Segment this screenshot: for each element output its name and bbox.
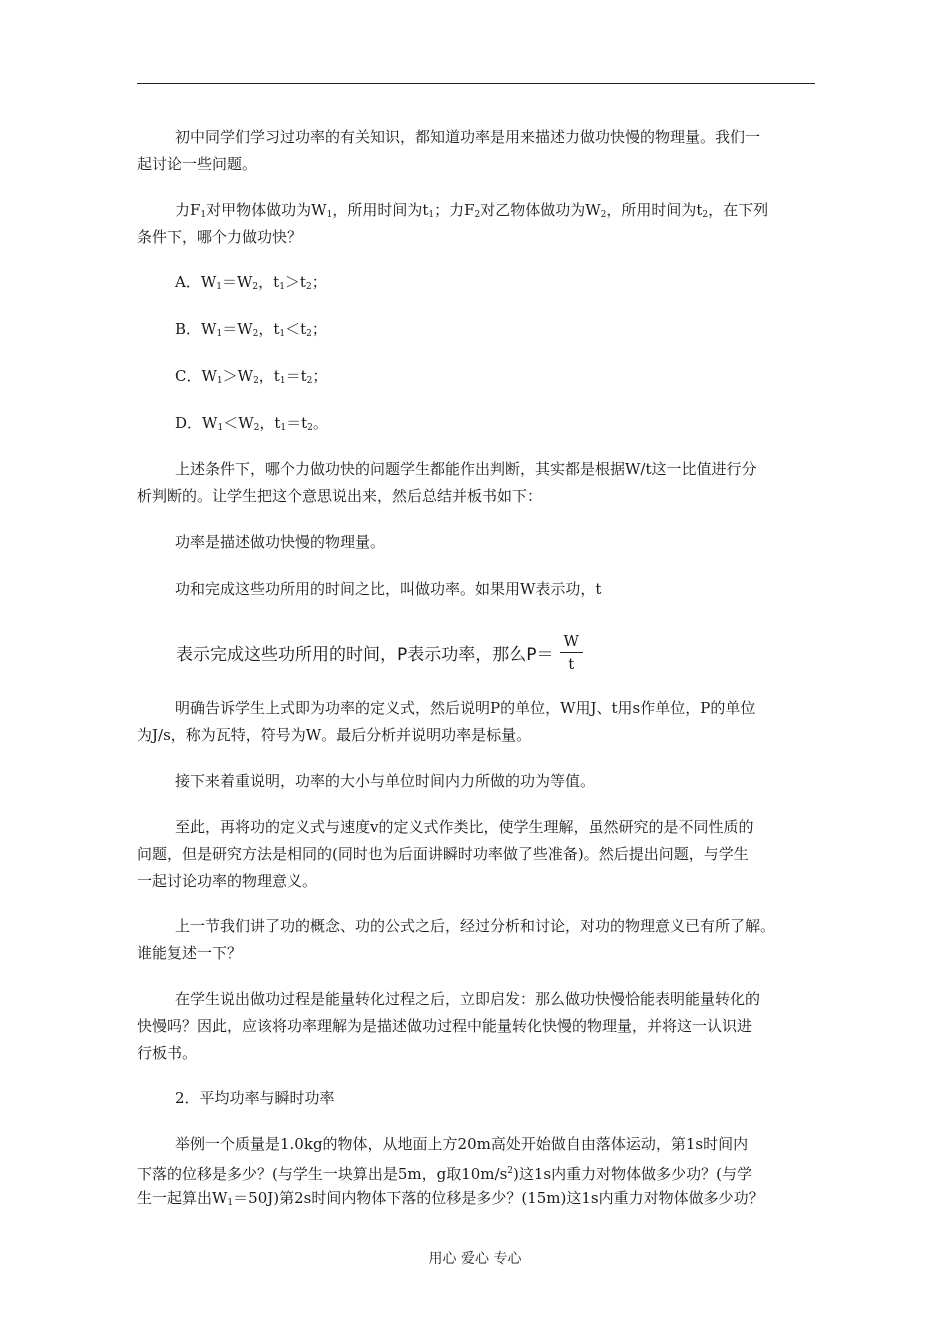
emphasis-line: 接下来着重说明，功率的大小与单位时间内力所做的功为等值。 [175, 772, 596, 790]
formula-denominator: t [568, 654, 575, 673]
intro-line-2: 起讨论一些问题。 [137, 155, 258, 173]
energy-line-1: 在学生说出做功过程是能量转化过程之后，立即启发：那么做功快慢恰能表明能量转化的 [175, 990, 761, 1008]
formula-text: 表示完成这些功所用的时间，P表示功率，那么P＝ [176, 644, 554, 665]
section-2-heading: 2．平均功率与瞬时功率 [175, 1089, 335, 1107]
formula-numerator: W [560, 632, 583, 653]
question-line-2: 条件下，哪个力做功快？ [137, 228, 303, 246]
energy-line-2: 快慢吗？因此，应该将功率理解为是描述做功过程中能量转化快慢的物理量，并将这一认识进 [137, 1017, 753, 1035]
analysis-line-2: 析判断的。让学生把这个意思说出来，然后总结并板书如下： [137, 487, 543, 505]
analysis-line-1: 上述条件下，哪个力做功快的问题学生都能作出判断，其实都是根据W/t这一比值进行分 [175, 460, 757, 478]
example-line-3: 生一起算出$W_1=50J$)第2s时间内物体下落的位移是多少？(15m)这1s内重力对物体做多少功？ [137, 1189, 764, 1208]
review-line-1: 上一节我们讲了功的概念、功的公式之后，经过分析和讨论，对功的物理意义已有所了解。 [175, 917, 776, 935]
power-formula [176, 630, 583, 674]
page-footer: 用心 爱心 专心 [428, 1251, 522, 1267]
analogy-line-1: 至此，再将功的定义式与速度v的定义式作类比，使学生理解，虽然研究的是不同性质的 [175, 818, 754, 836]
unit-line-2: 为J/s，称为瓦特，符号为W。最后分析并说明功率是标量。 [137, 726, 532, 744]
analogy-line-3: 一起讨论功率的物理意义。 [137, 872, 318, 890]
example-line-1: 举例一个质量是1.0kg的物体，从地面上方20m高处开始做自由落体运动，第1s时间内 [175, 1135, 749, 1153]
formula-fraction [560, 632, 583, 673]
definition-line-1: 功率是描述做功快慢的物理量。 [175, 533, 386, 551]
question-line-1: 力$F_1$对甲物体做功为$W_1$，所用时间为$t_1$；力$F_2$对乙物体做功为$W_2$，所用时间为$t_2$，在下列 [175, 201, 769, 220]
option-c: C．$W_1>W_2$，$t_1=t_2$； [175, 367, 328, 386]
option-b: B．$W_1=W_2$，$t_1<t_2$； [175, 320, 327, 339]
unit-line-1: 明确告诉学生上式即为功率的定义式，然后说明P的单位，W用J、t用s作单位，P的单位 [175, 699, 756, 717]
example-line-2: 下落的位移是多少？(与学生一块算出是5m，g取$10m/s^2$)这1s内重力对物体做多少功？(与学 [137, 1165, 752, 1183]
energy-line-3: 行板书。 [137, 1044, 198, 1062]
definition-line-2: 功和完成这些功所用的时间之比，叫做功率。如果用W表示功，t [175, 580, 602, 598]
review-line-2: 谁能复述一下？ [137, 944, 243, 962]
option-d: D．$W_1<W_2$，$t_1=t_2$。 [175, 414, 328, 433]
intro-line-1: 初中同学们学习过功率的有关知识，都知道功率是用来描述力做功快慢的物理量。我们一 [175, 128, 761, 146]
header-rule [137, 83, 815, 84]
analogy-line-2: 问题，但是研究方法是相同的(同时也为后面讲瞬时功率做了些准备)。然后提出问题，与学生 [137, 845, 749, 863]
option-a: A．$W_1=W_2$，$t_1>t_2$； [175, 273, 327, 292]
